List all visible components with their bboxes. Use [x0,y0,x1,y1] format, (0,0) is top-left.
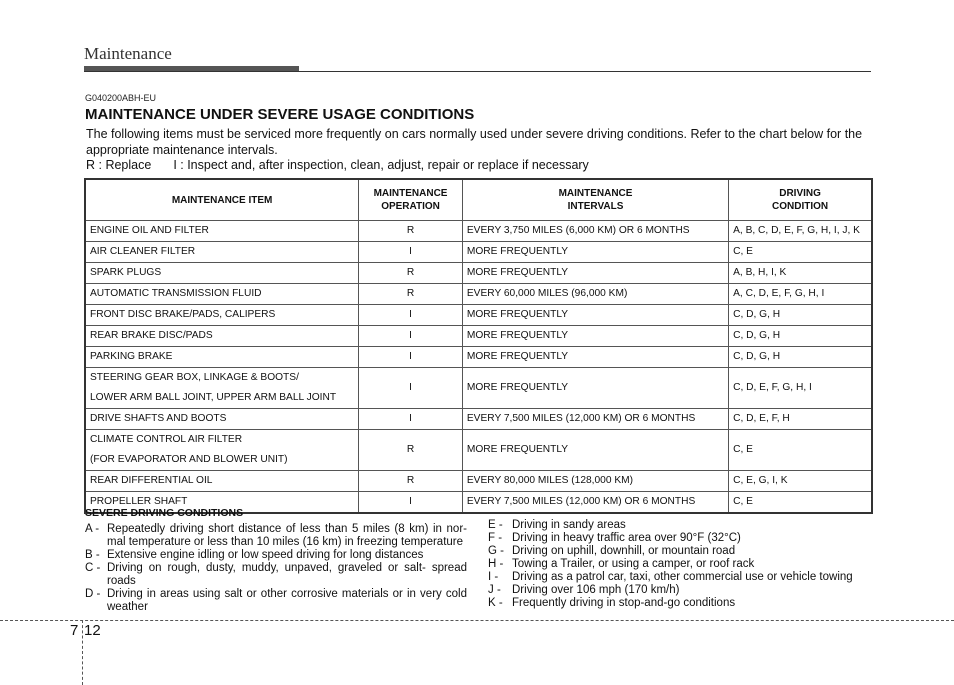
severe-conditions-title: SEVERE DRIVING CONDITIONS [85,507,244,519]
condition-text: Repeatedly driving short distance of less than 5 miles (8 km) in nor-mal temperature or less than 10 miles (16 km) in freezing temperature [107,523,467,548]
cell-operation: I [359,409,463,430]
cell-maintenance-item: PARKING BRAKE [85,347,359,368]
cell-operation: R [359,284,463,305]
condition-text: Driving over 106 mph (170 km/h) [512,584,680,596]
cell-maintenance-item: SPARK PLUGS [85,263,359,284]
condition-text: Driving as a patrol car, taxi, other commercial use or vehicle towing [512,571,853,583]
condition-key: I - [488,571,499,583]
condition-key: B - [85,549,100,561]
condition-text: Frequently driving in stop-and-go conditions [512,597,736,609]
condition-key: A - [85,523,100,535]
maintenance-table [84,178,873,514]
condition-item [488,519,888,532]
header-maintenance-intervals: MAINTENANCE INTERVALS [462,179,728,221]
cell-driving-condition: C, E, G, I, K [729,471,872,492]
condition-item [488,545,888,558]
section-title: MAINTENANCE UNDER SEVERE USAGE CONDITIONS [85,106,475,123]
cell-operation: I [359,242,463,263]
cell-driving-condition: A, B, H, I, K [729,263,872,284]
table-body [85,221,872,514]
header-maintenance-item: MAINTENANCE ITEM [85,179,359,221]
condition-item [85,588,467,614]
legend-replace: R : Replace [86,158,152,172]
condition-item [488,571,888,584]
condition-item [488,584,888,597]
condition-item [85,549,467,562]
condition-text: Driving in heavy traffic area over 90°F (32°C) [512,532,741,544]
condition-item [488,597,888,610]
table-row [85,242,872,263]
cell-interval: MORE FREQUENTLY [462,347,728,368]
cell-interval: MORE FREQUENTLY [462,368,728,409]
cell-maintenance-item: REAR DIFFERENTIAL OIL [85,471,359,492]
cell-interval: EVERY 3,750 MILES (6,000 KM) OR 6 MONTHS [462,221,728,242]
cell-interval: MORE FREQUENTLY [462,263,728,284]
cell-operation: R [359,263,463,284]
condition-item [85,562,467,588]
condition-item [488,558,888,571]
condition-key: E - [488,519,503,531]
severe-conditions-left-list [85,523,467,614]
cell-interval: EVERY 80,000 MILES (128,000 KM) [462,471,728,492]
table-header-row [85,179,872,221]
condition-key: G - [488,545,504,557]
cell-driving-condition: A, B, C, D, E, F, G, H, I, J, K [729,221,872,242]
table-row [85,409,872,430]
cell-driving-condition: A, C, D, E, F, G, H, I [729,284,872,305]
cell-driving-condition: C, D, G, H [729,347,872,368]
cell-interval: EVERY 7,500 MILES (12,000 KM) OR 6 MONTHS [462,492,728,514]
condition-text: Driving on rough, dusty, muddy, unpaved, graveled or salt- spread roads [107,562,467,587]
condition-key: D - [85,588,101,600]
table-row [85,368,872,409]
condition-key: K - [488,597,503,609]
cell-operation: R [359,430,463,471]
condition-text: Extensive engine idling or low speed driving for long distances [107,549,424,561]
cell-maintenance-item: AIR CLEANER FILTER [85,242,359,263]
cell-operation: R [359,471,463,492]
table-row [85,305,872,326]
condition-item [488,532,888,545]
cell-interval: EVERY 60,000 MILES (96,000 KM) [462,284,728,305]
cell-driving-condition: C, D, E, F, H [729,409,872,430]
cell-operation: R [359,221,463,242]
table-row [85,263,872,284]
condition-key: C - [85,562,101,574]
operation-legend [86,158,589,172]
cell-driving-condition: C, D, E, F, G, H, I [729,368,872,409]
condition-text: Driving on uphill, downhill, or mountain road [512,545,736,557]
cell-operation: I [359,347,463,368]
condition-text: Towing a Trailer, or using a camper, or roof rack [512,558,755,570]
condition-text: Driving in sandy areas [512,519,626,531]
condition-key: F - [488,532,503,544]
table-row [85,284,872,305]
cell-driving-condition: C, D, G, H [729,326,872,347]
cell-operation: I [359,492,463,514]
cell-maintenance-item: AUTOMATIC TRANSMISSION FLUID [85,284,359,305]
cell-driving-condition: C, E [729,492,872,514]
table-row [85,221,872,242]
cell-interval: MORE FREQUENTLY [462,305,728,326]
legend-inspect: I : Inspect and, after inspection, clean, adjust, repair or replace if necessary [173,158,589,172]
condition-item [85,523,467,549]
severe-conditions-right-list [488,519,888,610]
cell-maintenance-item: FRONT DISC BRAKE/PADS, CALIPERS [85,305,359,326]
cell-driving-condition: C, E [729,242,872,263]
cell-driving-condition: C, E [729,430,872,471]
document-code: G040200ABH-EU [85,93,157,103]
section-number: 7 [70,622,79,639]
cell-maintenance-item: REAR BRAKE DISC/PADS [85,326,359,347]
cell-operation: I [359,326,463,347]
table-row [85,326,872,347]
cell-interval: MORE FREQUENTLY [462,430,728,471]
footer-dashed-rule [0,620,954,621]
cell-driving-condition: C, D, G, H [729,305,872,326]
cell-interval: MORE FREQUENTLY [462,326,728,347]
table-row [85,471,872,492]
header-driving-condition: DRIVING CONDITION [729,179,872,221]
page-header-title: Maintenance [84,44,172,63]
cell-interval: MORE FREQUENTLY [462,242,728,263]
page-number [70,622,101,639]
cell-interval: EVERY 7,500 MILES (12,000 KM) OR 6 MONTHS [462,409,728,430]
condition-key: J - [488,584,501,596]
header-rule [84,71,871,72]
intro-paragraph: The following items must be serviced more frequently on cars normally used under severe driving conditions. Refer to the chart below for the appropriate maintenance intervals. [86,127,863,157]
cell-maintenance-item: CLIMATE CONTROL AIR FILTER (FOR EVAPORATOR AND BLOWER UNIT) [85,430,359,471]
condition-key: H - [488,558,504,570]
table-row [85,347,872,368]
cell-operation: I [359,305,463,326]
header-maintenance-operation: MAINTENANCE OPERATION [359,179,463,221]
cell-maintenance-item: STEERING GEAR BOX, LINKAGE & BOOTS/ LOWER ARM BALL JOINT, UPPER ARM BALL JOINT [85,368,359,409]
page-index: 12 [84,622,101,639]
cell-maintenance-item: ENGINE OIL AND FILTER [85,221,359,242]
table-row [85,430,872,471]
cell-operation: I [359,368,463,409]
condition-text: Driving in areas using salt or other corrosive materials or in very cold weather [107,588,467,613]
cell-maintenance-item: DRIVE SHAFTS AND BOOTS [85,409,359,430]
cell-maintenance-item: PROPELLER SHAFT [85,492,359,514]
